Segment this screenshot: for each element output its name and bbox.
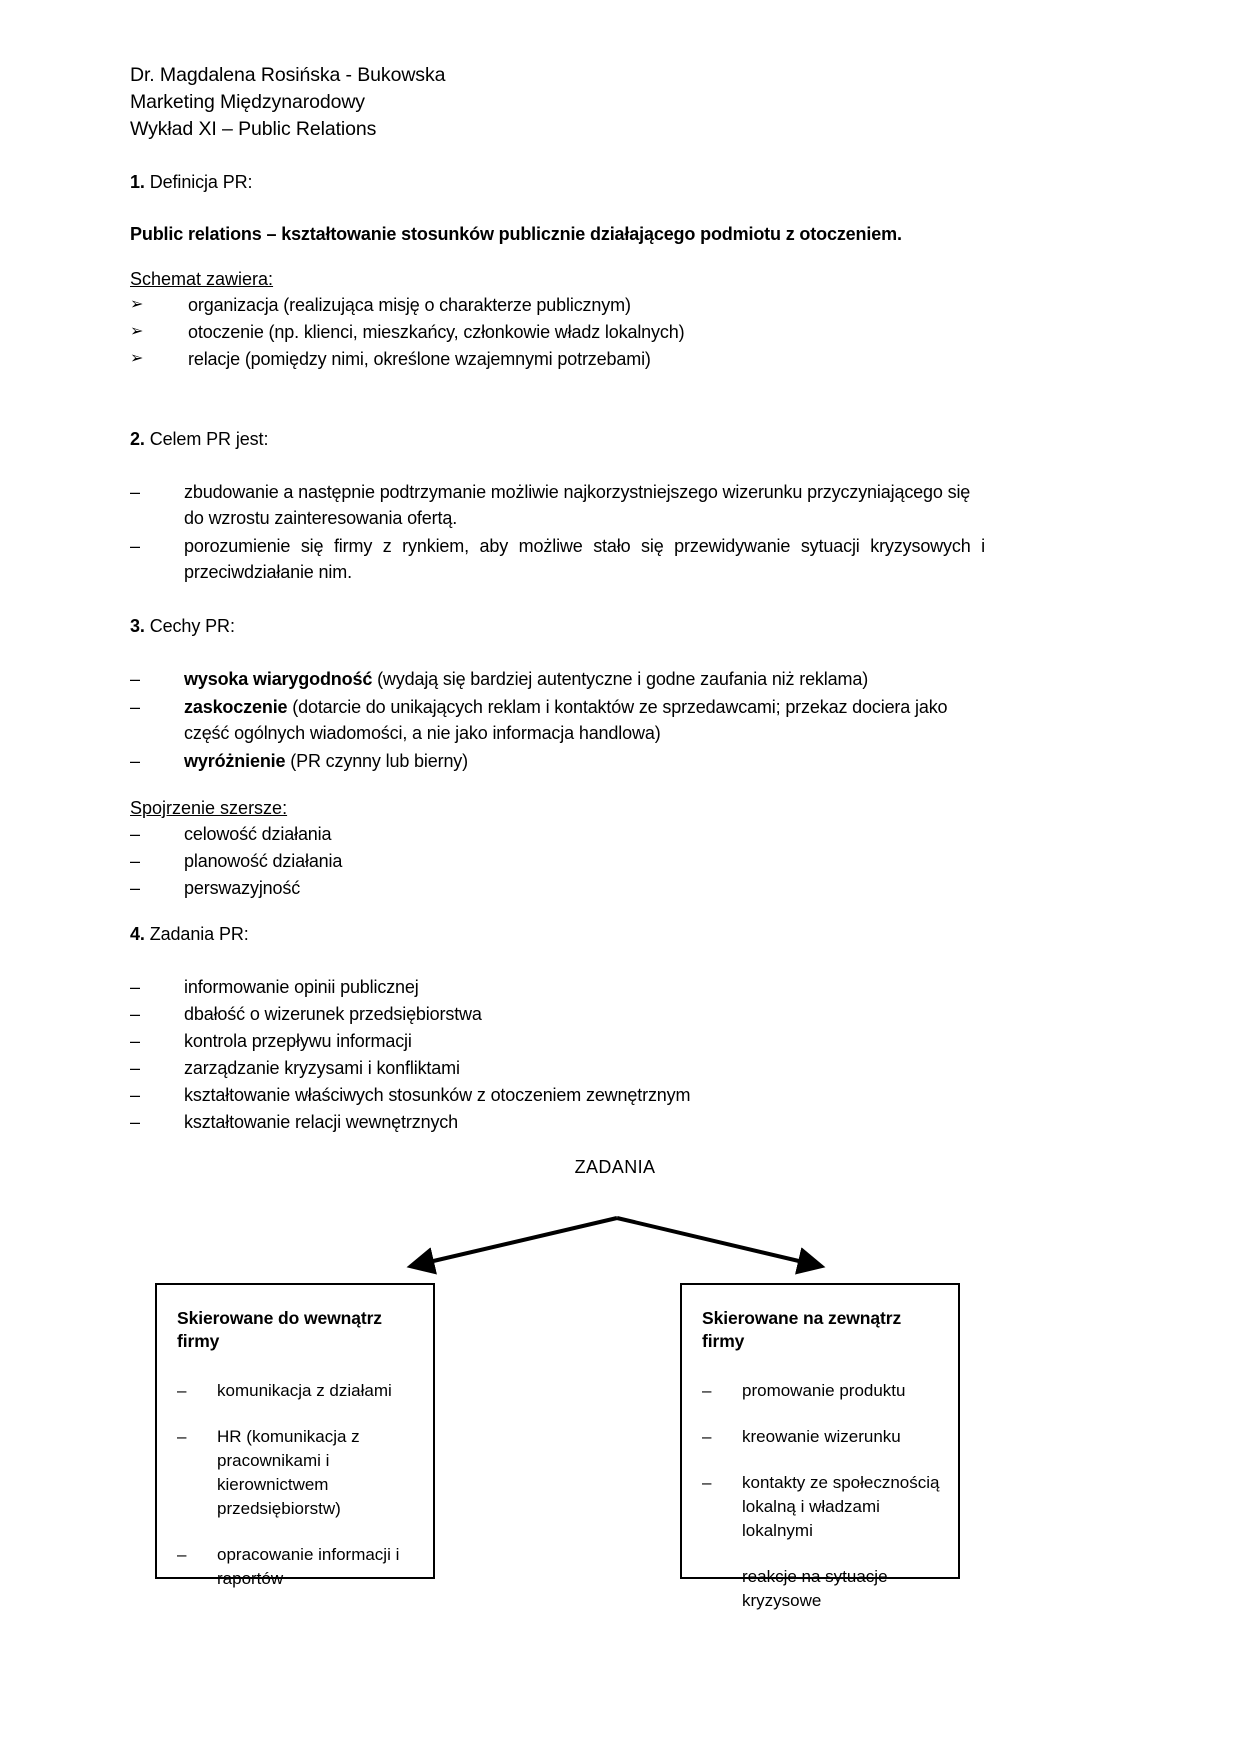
spacer [130, 587, 985, 614]
spojrzenie-subheading: Spojrzenie szersze: [130, 798, 288, 818]
list-item-label: informowanie opinii publicznej [184, 977, 419, 997]
list-item [177, 1379, 417, 1403]
list-item-label: reakcje na sytuacje kryzysowe [742, 1567, 888, 1610]
list-item-label: promowanie produktu [742, 1381, 906, 1400]
section-1-heading [130, 170, 985, 195]
list-item [130, 1082, 985, 1108]
list-item-text [184, 748, 985, 774]
dash-bullet-icon: – [130, 824, 140, 844]
dash-bullet-icon: – [130, 669, 140, 689]
list-item [130, 848, 985, 874]
dash-bullet-icon: – [130, 697, 140, 717]
arrow-bullet-icon: ➢ [130, 296, 144, 313]
list-item-term: wysoka wiarygodność [184, 669, 373, 689]
spacer [130, 902, 985, 922]
dash-bullet-icon: – [130, 482, 140, 502]
left-box-list [177, 1379, 417, 1591]
list-item [130, 974, 985, 1000]
section-4-title: Zadania PR: [149, 924, 249, 944]
section-3-title: Cechy PR: [149, 616, 235, 636]
dash-bullet-icon: – [177, 1427, 187, 1446]
spacer [130, 400, 985, 427]
header-author: Dr. Magdalena Rosińska - Bukowska [130, 64, 446, 86]
list-item [130, 694, 985, 746]
dash-bullet-icon: – [130, 1085, 140, 1105]
list-item [702, 1379, 942, 1403]
document-header [130, 62, 985, 143]
list-item-detail: (dotarcie do unikających reklam i kontaktów ze sprzedawcami; przekaz dociera jako część ogólnych wiadomości, a nie jako informacja handlowa) [184, 697, 948, 743]
section-3-list [130, 666, 985, 774]
list-item-label: kreowanie wizerunku [742, 1427, 901, 1446]
spacer [130, 143, 985, 170]
section-3-heading [130, 614, 985, 639]
list-item [130, 319, 985, 345]
list-item-label: opracowanie informacji i raportów [217, 1545, 400, 1588]
section-2-heading [130, 427, 985, 452]
list-item-detail: (wydają się bardziej autentyczne i godne zaufania niż reklama) [372, 669, 869, 689]
dash-bullet-icon: – [130, 536, 140, 556]
list-item-label: perswazyjność [184, 878, 301, 898]
dash-bullet-icon: – [130, 1004, 140, 1024]
list-item-term: wyróżnienie [184, 751, 286, 771]
list-item [130, 479, 985, 531]
list-item-label: zarządzanie kryzysami i konfliktami [184, 1058, 460, 1078]
list-item-detail: (PR czynny lub bierny) [285, 751, 469, 771]
list-item-term: zaskoczenie [184, 697, 288, 717]
schemat-subheading-wrap [130, 267, 985, 292]
list-item-label: celowość działania [184, 824, 332, 844]
list-item [130, 1001, 985, 1027]
arrow-to-left-box [412, 1218, 617, 1266]
list-item [702, 1471, 942, 1543]
dash-bullet-icon: – [130, 1112, 140, 1132]
dash-bullet-icon: – [130, 751, 140, 771]
arrow-bullet-icon: ➢ [130, 323, 144, 340]
list-item [130, 1055, 985, 1081]
list-item [177, 1543, 417, 1591]
section-4-heading [130, 922, 985, 947]
spacer [130, 373, 985, 400]
right-box [680, 1283, 960, 1610]
list-item-text [184, 694, 985, 746]
dash-bullet-icon: – [130, 977, 140, 997]
spacer [130, 247, 985, 267]
dash-bullet-icon: – [702, 1427, 712, 1446]
list-item [702, 1565, 942, 1613]
list-item [130, 292, 985, 318]
list-item-label: kształtowanie właściwych stosunków z otoczeniem zewnętrznym [184, 1085, 691, 1105]
left-box-title: Skierowane do wewnątrz firmy [177, 1308, 382, 1351]
right-box-title: Skierowane na zewnątrz firmy [702, 1308, 902, 1351]
spacer [130, 195, 985, 222]
list-item [130, 1109, 985, 1135]
dash-bullet-icon: – [177, 1381, 187, 1400]
section-4-number: 4. [130, 924, 145, 944]
spacer [130, 776, 985, 796]
section-3-number: 3. [130, 616, 145, 636]
list-item-text [184, 666, 985, 692]
section-4-list [130, 974, 985, 1135]
list-item-label: dbałość o wizerunek przedsiębiorstwa [184, 1004, 482, 1024]
dash-bullet-icon: – [130, 878, 140, 898]
section-2-title: Celem PR jest: [149, 429, 269, 449]
list-item [130, 748, 985, 774]
dash-bullet-icon: – [702, 1567, 712, 1586]
pr-definition-term: Public relations [130, 224, 262, 244]
list-item [130, 666, 985, 692]
list-item-label: kontrola przepływu informacji [184, 1031, 412, 1051]
header-course: Marketing Międzynarodowy [130, 91, 365, 113]
dash-bullet-icon: – [177, 1545, 187, 1564]
section-2-number: 2. [130, 429, 145, 449]
list-item [130, 1028, 985, 1054]
right-box-list [702, 1379, 942, 1613]
section-2-list [130, 479, 985, 585]
zadania-diagram [130, 1155, 1110, 1655]
list-item-label: planowość działania [184, 851, 343, 871]
list-item-label: porozumienie się firmy z rynkiem, aby możliwe stało się przewidywanie sytuacji kryzysowych i przeciwdziałanie nim. [184, 536, 985, 582]
list-item [130, 875, 985, 901]
dash-bullet-icon: – [702, 1381, 712, 1400]
spacer [130, 452, 985, 479]
dash-bullet-icon: – [702, 1473, 712, 1492]
list-item [177, 1425, 417, 1521]
dash-bullet-icon: – [130, 851, 140, 871]
left-box [155, 1283, 435, 1588]
schemat-list [130, 292, 985, 372]
pr-definition [130, 222, 985, 247]
list-item [130, 346, 985, 372]
list-item-label: kształtowanie relacji wewnętrznych [184, 1112, 459, 1132]
list-item-label: zbudowanie a następnie podtrzymanie możliwie najkorzystniejszego wizerunku przyczyniającego się do wzrostu zainteresowania ofertą. [184, 482, 971, 528]
spojrzenie-list [130, 821, 985, 901]
arrow-bullet-icon: ➢ [130, 350, 144, 367]
arrow-to-right-box [617, 1218, 820, 1266]
header-lecture: Wykład XI – Public Relations [130, 118, 377, 140]
section-1-title: Definicja PR: [149, 172, 253, 192]
list-item-label: organizacja (realizująca misję o charakterze publicznym) [188, 295, 631, 315]
schemat-subheading: Schemat zawiera: [130, 269, 274, 289]
document-body [130, 62, 985, 1136]
dash-bullet-icon: – [130, 1058, 140, 1078]
list-item-label: otoczenie (np. klienci, mieszkańcy, członkowie władz lokalnych) [188, 322, 685, 342]
spacer [130, 947, 985, 974]
list-item [702, 1425, 942, 1449]
list-item-label: kontakty ze społecznością lokalną i władzami lokalnymi [742, 1473, 940, 1540]
diagram-arrows [130, 1183, 1110, 1283]
list-item-label: HR (komunikacja z pracownikami i kierownictwem przedsiębiorstw) [217, 1427, 360, 1518]
list-item-label: relacje (pomiędzy nimi, określone wzajemnymi potrzebami) [188, 349, 651, 369]
dash-bullet-icon: – [130, 1031, 140, 1051]
list-item [130, 533, 985, 585]
section-1-number: 1. [130, 172, 145, 192]
diagram-title: ZADANIA [574, 1157, 656, 1177]
pr-definition-rest: – kształtowanie stosunków publicznie działającego podmiotu z otoczeniem. [261, 224, 902, 244]
spacer [130, 639, 985, 666]
spojrzenie-subheading-wrap [130, 796, 985, 821]
list-item [130, 821, 985, 847]
list-item-label: komunikacja z działami [217, 1381, 392, 1400]
